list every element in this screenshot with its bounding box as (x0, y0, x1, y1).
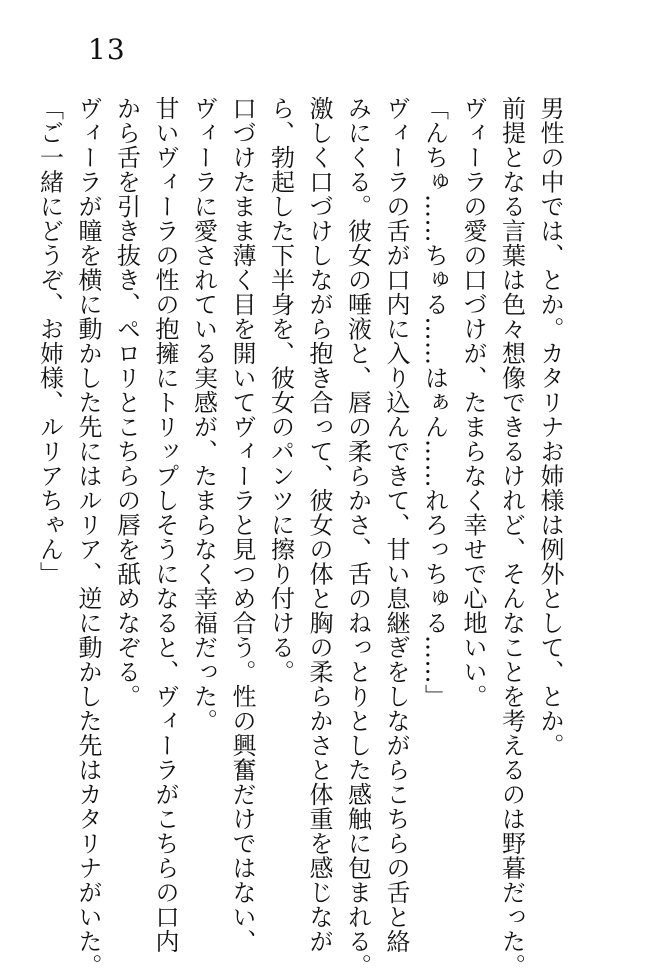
text-line: ヴィーラの愛の口づけが、たまらなく幸せで心地いい。 (459, 96, 487, 709)
body-text (30, 96, 569, 978)
text-line: 「ご一緒にどうぞ、お姉様、ルリアちゃん」 (35, 96, 64, 586)
text-line: みにくる。彼女の唾液と、唇の柔らかさ、舌のねっとりとした感触に包まれる。 (343, 96, 372, 978)
text-line: 激しく口づけしながら抱き合って、彼女の体と胸の柔らかさと体重を感じなが (305, 96, 333, 954)
page-number: 13 (88, 33, 126, 66)
text-line: 甘いヴィーラの性の抱擁にトリップしそうになると、ヴィーラがこちらの口内 (151, 96, 179, 954)
text-line: 男性の中では、とか。カタリナお姉様は例外として、とか。 (536, 96, 564, 758)
text-line: ヴィーラの舌が口内に入り込んできて、甘い息継ぎをしながらこちらの舌と絡 (382, 96, 410, 954)
text-line: から舌を引き抜き、ペロリとこちらの唇を舐めなぞる。 (112, 96, 141, 709)
text-line: ヴィーラが瞳を横に動かした先にはルリア、逆に動かした先はカタリナがいた。 (74, 96, 102, 978)
text-line: 前提となる言葉は色々想像できるけれど、そんなことを考えるのは野暮だった。 (497, 96, 526, 978)
text-line: 口づけたまま薄く目を開いてヴィーラと見つめ合う。性の興奮だけではない、 (228, 96, 256, 954)
text-line: 「んちゅ……ちゅる……はぁん……れろっちゅる……」 (420, 96, 449, 709)
text-line: ら、勃起した下半身を、彼女のパンツに擦り付ける。 (266, 96, 295, 684)
text-line: ヴィーラに愛されている実感が、たまらなく幸福だった。 (189, 96, 218, 733)
